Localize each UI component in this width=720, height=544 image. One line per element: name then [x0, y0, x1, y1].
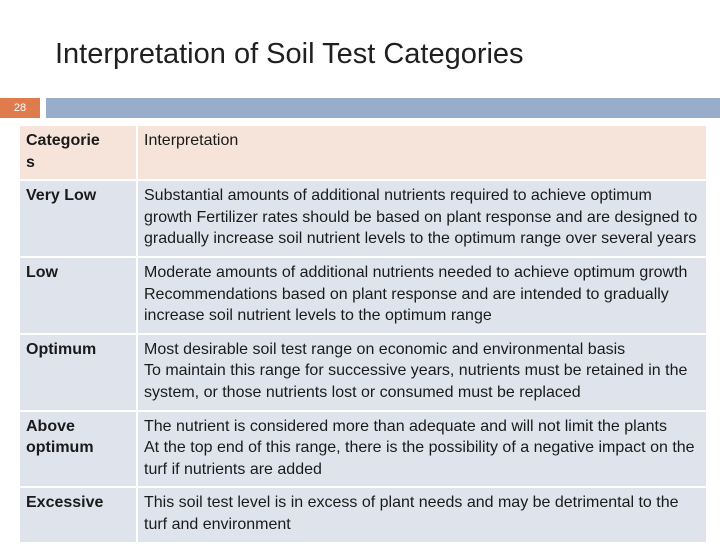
header-categories-text: Categorie s	[26, 132, 100, 171]
category-cell	[19, 411, 137, 488]
category-label: Very Low	[26, 187, 97, 205]
interpretation-cell	[137, 180, 707, 257]
category-cell	[19, 257, 137, 334]
category-label: Low	[26, 263, 58, 281]
interpretation-text: Moderate amounts of additional nutrients needed to achieve optimum growth	[144, 263, 688, 281]
table-row	[19, 487, 707, 542]
category-cell	[19, 487, 137, 542]
interpretation-cell	[137, 334, 707, 411]
table-header-row	[19, 125, 707, 180]
category-cell	[19, 180, 137, 257]
table-row	[19, 257, 707, 334]
category-label: Excessive	[26, 494, 104, 512]
table-row	[19, 180, 707, 257]
interpretation-text: The nutrient is considered more than adequate and will not limit the plants	[144, 417, 667, 435]
header-categories	[19, 125, 137, 180]
interpretation-text: At the top end of this range, there is the possibility of a negative impact on the turf if nutrients are added	[144, 439, 695, 478]
interpretation-cell	[137, 411, 707, 488]
interpretation-cell	[137, 487, 707, 542]
interpretation-text: Recommendations based on plant response and are intended to gradually increase soil nutrient levels to the optimum range	[144, 285, 669, 325]
slide-number: 28	[0, 98, 40, 118]
interpretation-cell	[137, 257, 707, 334]
header-interpretation	[137, 125, 707, 180]
table-row	[19, 411, 707, 488]
interpretation-text: This soil test level is in excess of plant needs and may be detrimental to the turf and environment	[144, 494, 679, 533]
category-label: Above optimum	[26, 417, 94, 457]
interpretation-text: To maintain this range for successive years, nutrients must be retained in the system, or those nutrients lost or consumed must be replaced	[144, 362, 688, 401]
slide-title: Interpretation of Soil Test Categories	[55, 38, 524, 70]
header-interpretation-text: Interpretation	[144, 132, 239, 149]
header-bar	[46, 98, 720, 118]
soil-test-table	[18, 124, 708, 544]
interpretation-text: Most desirable soil test range on economic and environmental basis	[144, 340, 626, 358]
table-row	[19, 334, 707, 411]
interpretation-text: Substantial amounts of additional nutrients required to achieve optimum growth Fertilizer rates should be based on plant response and are designed to gradually increase soil nutrient levels to the optimum range over several years	[144, 187, 698, 248]
table-body	[19, 180, 707, 542]
category-label: Optimum	[26, 340, 97, 358]
category-cell	[19, 334, 137, 411]
